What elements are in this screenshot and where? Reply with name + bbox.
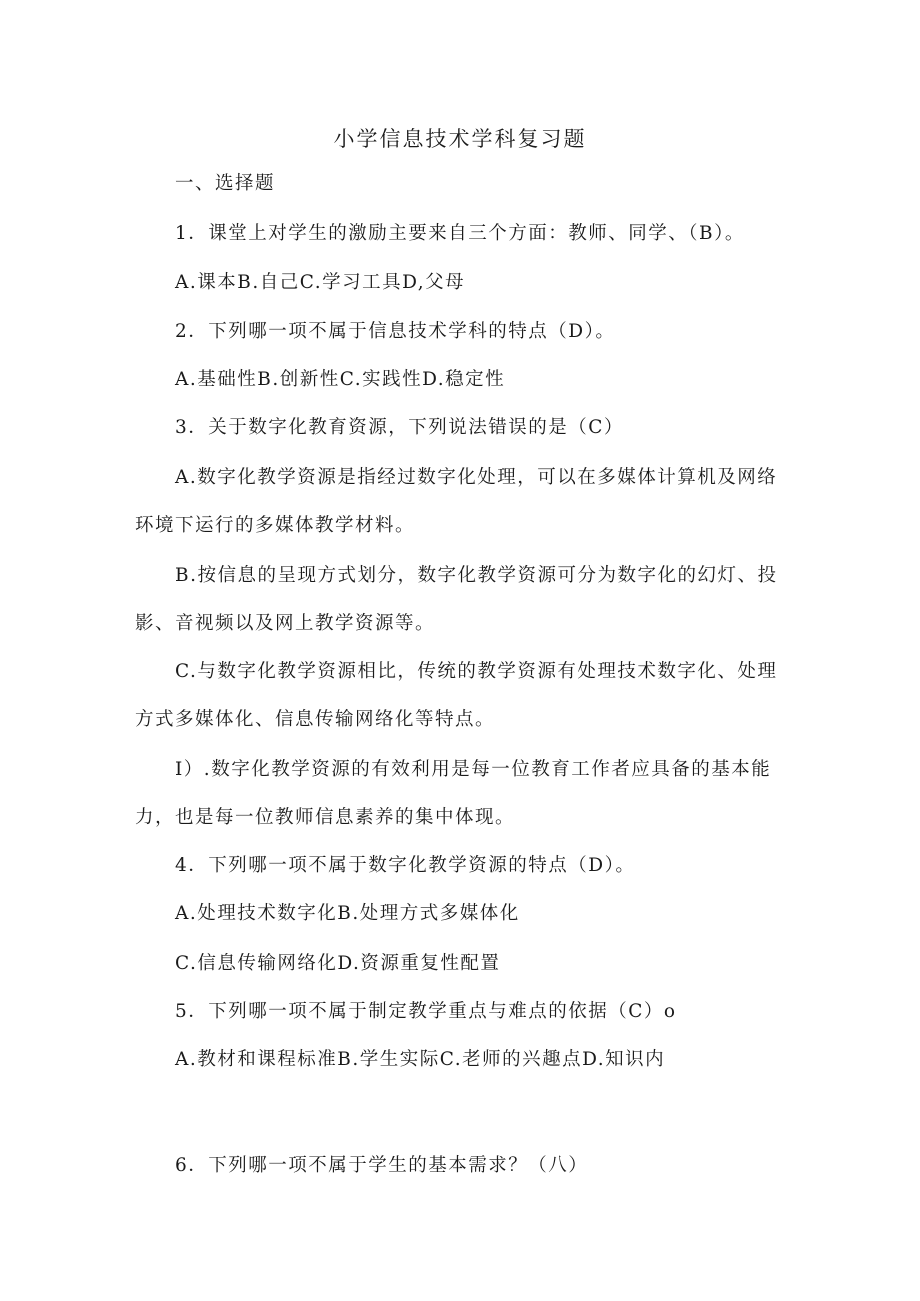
question-1: 1．课堂上对学生的激励主要来自三个方面：教师、同学、（B）。 <box>175 223 745 244</box>
question-3-option-a: A.数字化教学资源是指经过数字化处理，可以在多媒体计算机及网络 <box>175 467 778 488</box>
question-2: 2．下列哪一项不属于信息技术学科的特点（D）。 <box>175 321 616 342</box>
question-4-options-cd: C.信息传输网络化D.资源重复性配置 <box>175 953 501 974</box>
question-1-options: A.课本B.自己C.学习工具D,父母 <box>175 272 466 293</box>
section-heading: 一、选择题 <box>175 173 276 194</box>
question-3-option-b-cont: 影、音视频以及网上教学资源等。 <box>135 613 436 634</box>
question-3: 3．关于数字化教育资源，下列说法错误的是（C） <box>175 417 624 438</box>
question-3-option-c-cont: 方式多媒体化、信息传输网络化等特点。 <box>135 709 496 730</box>
document-title: 小学信息技术学科复习题 <box>333 127 587 151</box>
question-4: 4．下列哪一项不属于数字化教学资源的特点（D）。 <box>175 855 636 876</box>
question-5-options: A.教材和课程标准B.学生实际C.老师的兴趣点D.知识内 <box>175 1049 666 1070</box>
question-5: 5．下列哪一项不属于制定教学重点与难点的依据（C）o <box>175 1001 677 1022</box>
question-4-options-ab: A.处理技术数字化B.处理方式多媒体化 <box>175 903 520 924</box>
question-3-option-b: B.按信息的呈现方式划分，数字化教学资源可分为数字化的幻灯、投 <box>175 565 778 586</box>
question-3-option-d: I）.数字化教学资源的有效利用是每一位教育工作者应具备的基本能 <box>175 759 772 780</box>
question-3-option-d-cont: 力，也是每一位教师信息素养的集中体现。 <box>135 807 516 828</box>
question-3-option-c: C.与数字化教学资源相比，传统的教学资源有处理技术数字化、处理 <box>175 661 778 682</box>
question-6: 6．下列哪一项不属于学生的基本需求？（八） <box>175 1155 589 1176</box>
question-2-options: A.基础性B.创新性C.实践性D.稳定性 <box>175 369 506 390</box>
question-3-option-a-cont: 环境下运行的多媒体教学材料。 <box>135 515 416 536</box>
